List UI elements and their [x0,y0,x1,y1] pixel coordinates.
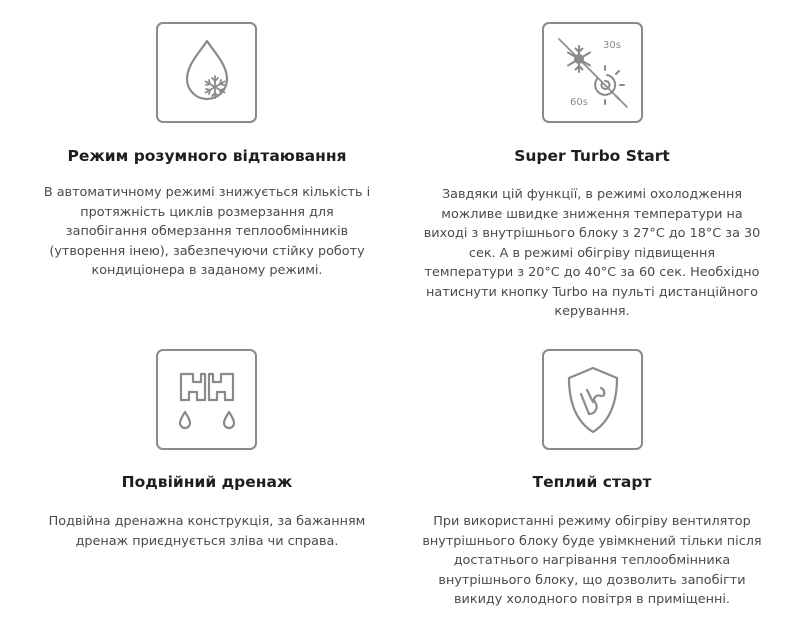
description-line: (утворення інею), забезпечуючи стійку роботу [49,243,365,259]
description-line: Завдяки цій функції, в режимі охолодження [441,187,743,202]
double-drain-icon [169,362,245,438]
feature-description [27,512,387,551]
warm-start-icon-box [542,349,643,450]
description-line: викиду холодного повітря в приміщенні. [453,592,730,607]
warm-start-shield-icon [555,362,631,438]
description-line: виході з внутрішнього блоку з 27°C до 18°C за 30 [423,226,761,241]
description-line: При використанні режиму обігріву вентилятор [433,514,751,529]
icon-label-60s: 60s [569,96,588,108]
description-line: натиснути кнопку Turbo на пульті дистанційного [426,284,758,300]
feature-title: Режим розумного відтаювання [67,147,347,165]
description-line: протяжність циклів розмерзання для [80,204,334,220]
feature-title: Теплий старт [532,473,652,491]
double-drain-icon-box [156,349,257,450]
description-line: керування. [554,304,630,319]
description-line: кондиціонера в заданому режимі. [91,263,323,278]
feature-description [412,512,772,610]
description-line: достатнього нагрівання теплообмінника [453,553,731,568]
description-line: температури з 20°C до 40°C за 60 сек. Необхідно [424,265,760,280]
description-line: В автоматичному режимі знижується кількість і [43,185,371,200]
description-line: можливе швидке зниження температури на [441,206,743,222]
feature-double-drain [27,0,387,631]
feature-title: Подвійний дренаж [121,473,293,491]
description-line: запобігання обмерзання теплообмінників [65,224,349,239]
description-line: сек. А в режимі обігріву підвищення [468,245,716,261]
feature-title: Super Turbo Start [514,147,670,165]
description-line: внутрішнього блоку буде увімкнений тільки після [422,533,762,549]
icon-label-30s: 30s [602,39,621,51]
description-line: дренаж приєднується зліва чи справа. [75,533,339,549]
feature-warm-start [412,0,772,631]
description-line: внутрішнього блоку, що дозволить запобігти [438,572,746,588]
description-line: Подвійна дренажна конструкція, за бажанням [48,514,366,529]
